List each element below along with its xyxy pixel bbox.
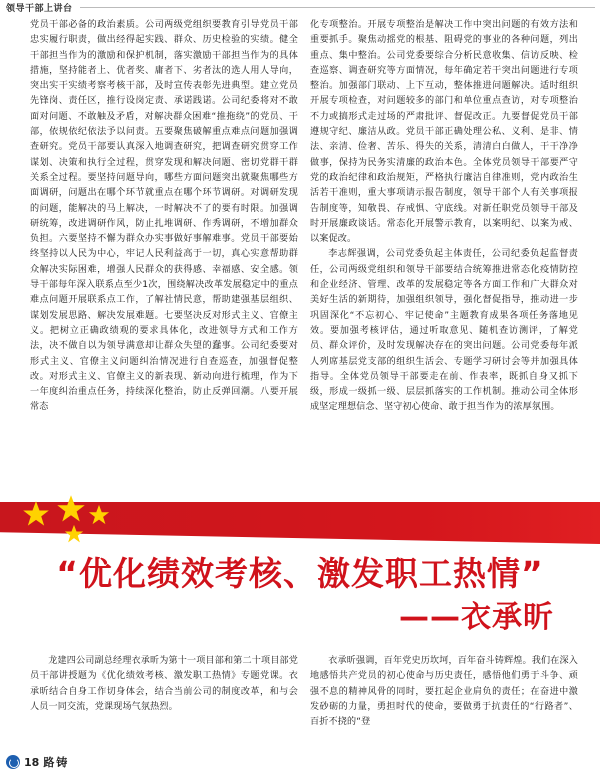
- body-text-column: [310, 654, 578, 750]
- magazine-logo-icon: [6, 755, 20, 769]
- article-headline: “优化绩效考核、激发职工热情”: [56, 554, 544, 593]
- paragraph: 龙建四公司副总经理衣承昕为第十一项目部和第二十项目部党员干部讲授题为《优化绩效考核、激发职工热情》专题党课。衣承昕结合自身工作切身体会，结合当前公司的制度改革，和与会人员一同交流，党课现场气氛热烈。: [30, 656, 298, 712]
- paragraph: 党员干部必备的政治素质。公司两级党组织要教育引导党员干部忠实履行职责，做出经得起实践、群众、历史检验的实绩。健全干部担当作为的激励和保护机制，落实激励干部担当作为的具体措施，坚持能者上、优者奖、庸者下、劣者汰的选人用人导向，突出实干实绩考察考核干部，及时宣传表彰先进典型。建立党员先锋岗、责任区，推行设岗定责、承诺践诺。公司纪委将对不敢面对问题、不敢触及矛盾，对解决群众困难“推拖绕”的党员、干部，依规依纪依法予以问责。五要聚焦破解重点难点问题加强调查研究。党员干部要认真深入地调查研究，把调查研究贯穿工作谋划、决策和执行全过程，贯穿发现和解决问题、密切党群干群关系全过程。要坚持问题导向，哪些方面问题突出就聚焦哪些方面调研，问题出在哪个环节就重点在哪个环节调研。对调研发现的问题，能解决的马上解决，一时解决不了的要有时限。加强调研统筹，改进调研作风，防止扎堆调研、作秀调研，不增加群众负担。六要坚持不懈为群众办实事做好事解难事。党员干部要始终坚持以人民为中心，牢记人民利益高于一切，真心实意帮助群众解决实际困难，增强人民群众的获得感、幸福感、安全感。领导干部每年深入联系点至少1次，围绕解决改革发展稳定中的重点难点问题开展联系点工作，了解社情民意，帮助建强基层组织、谋划发展思路、解决发展难题。七要坚决反对形式主义、官僚主义。把树立正确政绩观的要求具体化，改进领导方式和工作方法，决不做自以为领导满意却让群众失望的蠢事。公司纪委要对形式主义、官僚主义问题纠治情况进行自查巡查，加强督促整改。对形式主义、官僚主义的新表现、新动向进行梳理，作为下一年度纠治重点任务，持续深化整治，防止反弹回潮。八要开展常态: [30, 20, 298, 413]
- section-label: 领导干部上讲台: [6, 4, 73, 14]
- page-footer: [6, 754, 69, 770]
- paragraph: 化专项整治。开展专项整治是解决工作中突出问题的有效方法和重要抓手。聚焦动摇党的根基、阻碍党的事业的各种问题，列出重点、集中整治。公司党委要综合分析民意收集、信访反映、检查巡察、调查研究等方面情况，每年确定若干突出问题进行专项整治。加强部门联动、上下互动，整体推进问题解决。适时组织开展专项检查，对问题较多的部门和单位重点查访，对专项整治不力或搞形式走过场的严肃批评、督促改正。九要督促党员干部遵规守纪、廉洁从政。党员干部正确处理公私、义利、是非、情法、亲清、俭奢、苦乐、得失的关系，清清白白做人，干干净净做事，保持为民务实清廉的政治本色。全体党员领导干部要严守党的政治纪律和政治规矩，严格执行廉洁自律准则，党内政治生活若干准则，重大事项请示报告制度，领导干部个人有关事项报告制度等，知敬畏、存戒惧、守底线。对新任职党员领导干部及时开展廉政谈话。常态化开展警示教育，以案明纪、以案为戒、以案促改。: [310, 20, 578, 245]
- header-rule: [80, 7, 595, 8]
- intro-text-column: [30, 654, 298, 750]
- right-text-column: [310, 18, 578, 488]
- star-icon: [22, 500, 50, 528]
- star-icon: [64, 524, 84, 544]
- magazine-name: 路铸: [43, 756, 70, 769]
- article-byline: ——衣承昕: [399, 600, 554, 635]
- star-icon: [56, 494, 86, 524]
- left-text-column: [30, 18, 298, 490]
- star-icon: [88, 504, 110, 526]
- paragraph: 李志辉强调，公司党委负起主体责任，公司纪委负起监督责任，公司两级党组织和领导干部要结合统筹推进常态化疫情防控和企业经济、管理、改革的发展稳定等各方面工作和广大群众对美好生活的新期待，加强组织领导，强化督促指导，推动进一步巩固深化“不忘初心、牢记使命”主题教育成果各项任务落地见效。要加强考核评估，通过听取意见、随机查访测评，了解党员、群众评价，及时发现解决存在的突出问题。公司党委每年派人列席基层党支部的组织生活会、专题学习研讨会等并加强具体指导。全体党员领导干部要走在前、作表率，既抓自身又抓下级，形成一级抓一级、层层抓落实的工作机制。推动公司全体形成坚定理想信念、坚守初心使命、敢于担当作为的浓厚氛围。: [310, 249, 578, 413]
- running-header: [0, 0, 600, 14]
- article-banner: [0, 494, 600, 646]
- paragraph: 衣承昕强调，百年党史历坎坷，百年奋斗铸辉煌。我们在深入地感悟共产党员的初心使命与历史责任，感悟他们勇于斗争、顽强不息的精神风骨的同时，要扛起企业肩负的责任；在奋进中激发砂砺的力量，勇担时代的使命，要做勇于抗责任的“行路者”、百折不挠的“登: [310, 656, 578, 728]
- page-number: 18: [24, 755, 40, 769]
